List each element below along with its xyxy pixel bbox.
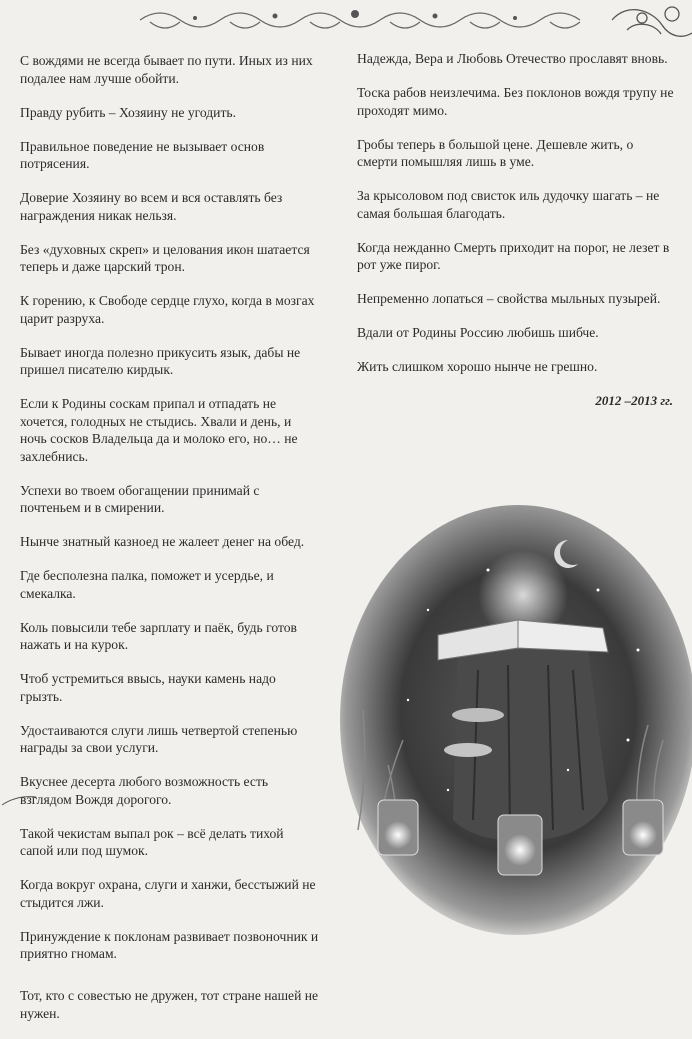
- aphorism: Правду рубить – Хозяину не угодить.: [20, 104, 236, 120]
- aphorism: К горению, к Свободе сердце глухо, когда в мозгах царит разруха.: [20, 293, 315, 326]
- aphorism: Где бесполезна палка, поможет и усердье, и смекалка.: [20, 568, 274, 601]
- aphorism: Гробы теперь в большой цене. Дешевле жить, о смерти помышляя лишь в уме.: [357, 136, 634, 169]
- left-column: [20, 52, 320, 1039]
- aphorism: Когда вокруг охрана, слуги и ханжи, бесстыжий не стыдится лжи.: [20, 877, 316, 910]
- top-ornament: [0, 0, 692, 40]
- aphorism: С вождями не всегда бывает по пути. Иных из них подалее нам лучше обойти.: [20, 53, 313, 86]
- aphorism: Такой чекистам выпал рок – всё делать тихой сапой или под шумок.: [20, 825, 284, 858]
- aphorism: Правильное поведение не вызывает основ потрясения.: [20, 138, 265, 171]
- book-stump-illustration: [338, 500, 692, 940]
- aphorism: Тоска рабов неизлечима. Без поклонов вождя трупу не проходят мимо.: [357, 85, 674, 118]
- aphorism: Успехи во твоем обогащении принимай с почтеньем и в смирении.: [20, 482, 260, 515]
- aphorism: Если к Родины соскам припал и отпадать не хочется, голодных не стыдись. Хвали и день, и ночь сосков Владельца да и молоко его, но… не захлебнись.: [20, 396, 298, 464]
- aphorism-last: Тот, кто с совестью не дружен, тот стране нашей не нужен.: [20, 988, 319, 1021]
- aphorism: Непременно лопаться – свойства мыльных пузырей.: [357, 291, 661, 306]
- right-column: [357, 50, 677, 410]
- aphorism: Вдали от Родины Россию любишь шибче.: [357, 325, 599, 340]
- aphorism: Удостаиваются слуги лишь четвертой степенью награды за свои услуги.: [20, 722, 298, 755]
- aphorism: Надежда, Вера и Любовь Отечество прославят вновь.: [357, 51, 668, 66]
- aphorism: Жить слишком хорошо нынче не грешно.: [357, 359, 598, 374]
- aphorism: Коль повысили тебе зарплату и паёк, будь готов нажать и на курок.: [20, 619, 297, 652]
- aphorism: Принуждение к поклонам развивает позвоночник и приятно гномам.: [20, 928, 319, 961]
- aphorism: Вкуснее десерта любого возможность есть взглядом Вождя дорогого.: [20, 774, 269, 807]
- aphorism: За крысоловом под свисток иль дудочку шагать – не самая большая благодать.: [357, 188, 660, 221]
- aphorism: Бывает иногда полезно прикусить язык, дабы не пришел писателю кирдык.: [20, 344, 301, 377]
- pen-mark: [0, 790, 40, 810]
- aphorism: Доверие Хозяину во всем и вся оставлять без награждения никак нельзя.: [20, 190, 283, 223]
- aphorism: Нынче знатный казноед не жалеет денег на обед.: [20, 534, 305, 549]
- aphorism: Чтоб устремиться ввысь, науки камень надо грызть.: [20, 671, 276, 704]
- aphorism: Без «духовных скреп» и целования икон шатается теперь и даже царский трон.: [20, 241, 310, 274]
- aphorism: Когда нежданно Смерть приходит на порог, не лезет в рот уже пирог.: [357, 239, 670, 272]
- date-signature: 2012 –2013 гг.: [595, 393, 673, 408]
